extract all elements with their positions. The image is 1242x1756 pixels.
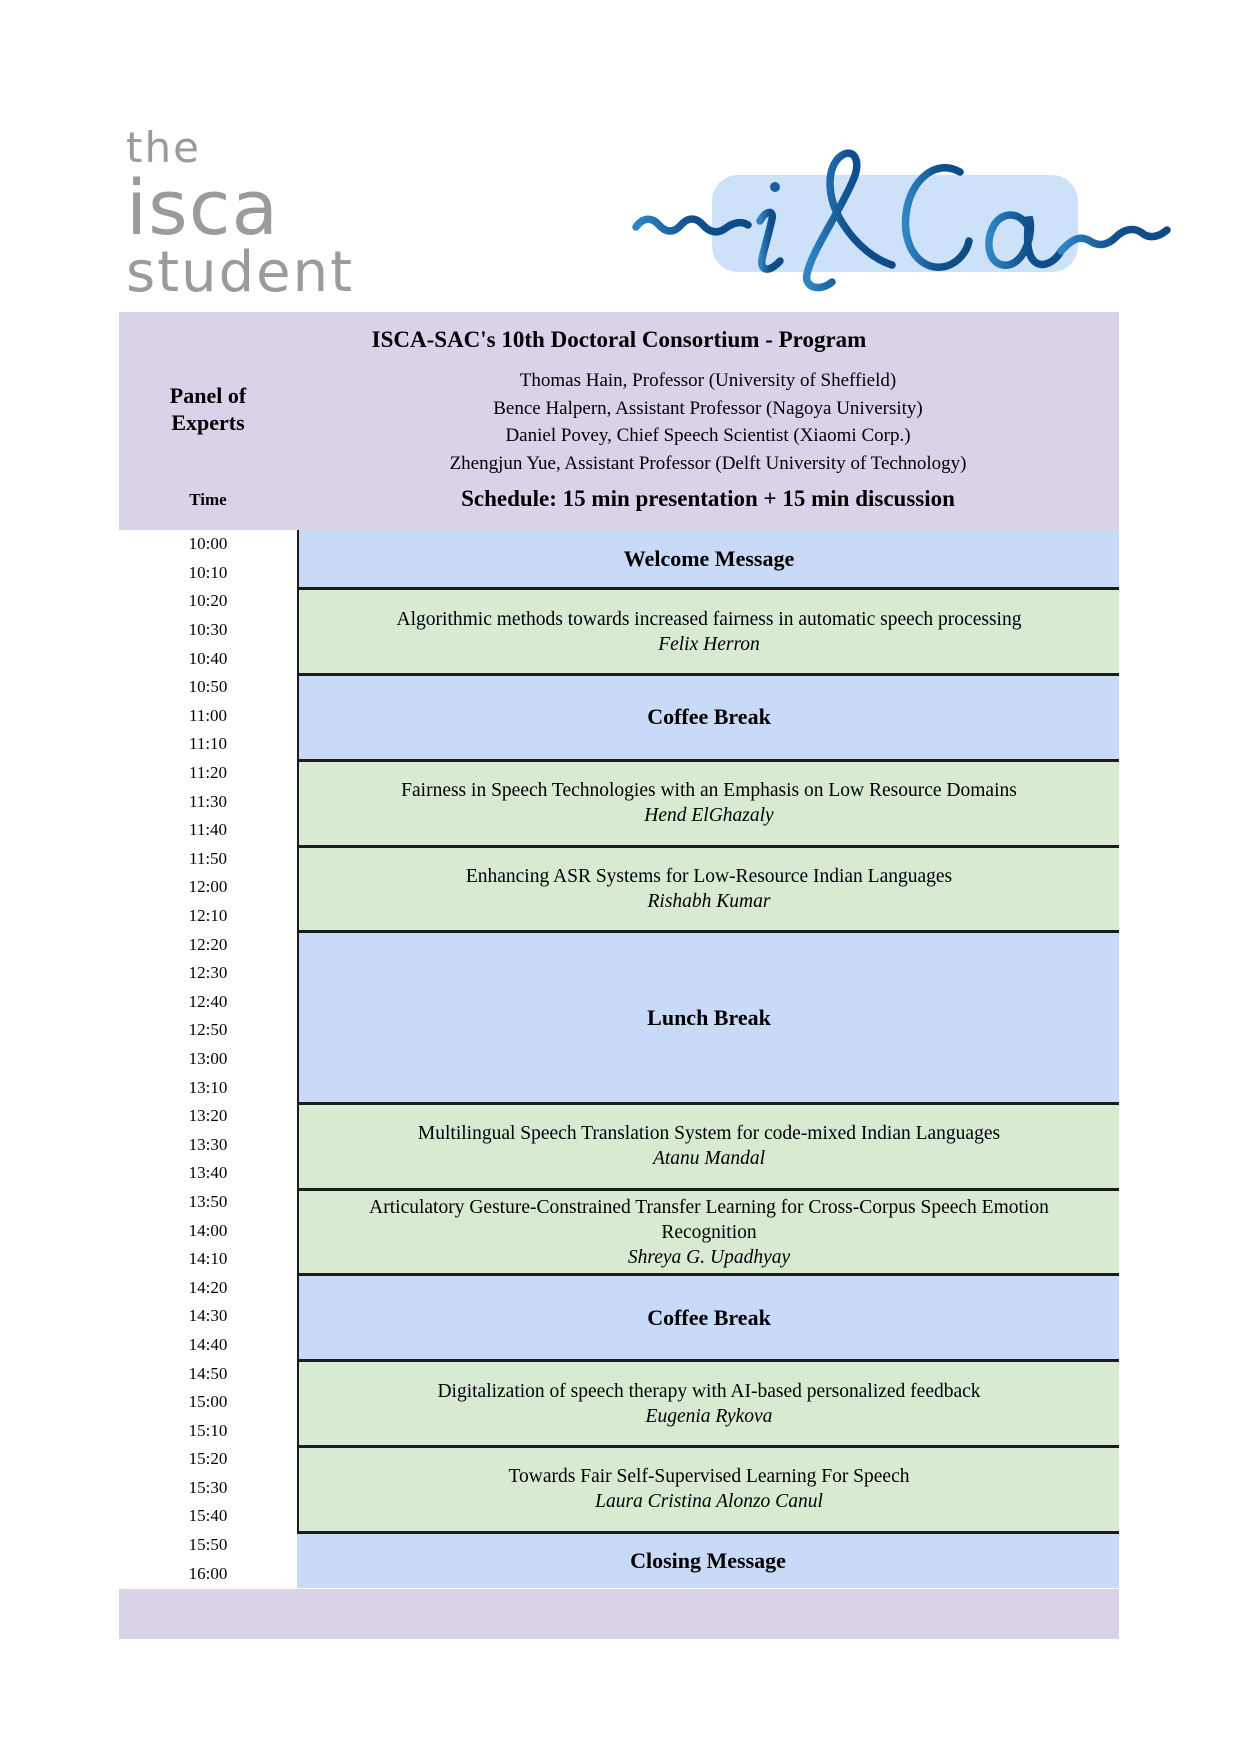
panel-label-line2: Experts: [171, 410, 245, 435]
event-title: Digitalization of speech therapy with AI-based personalized feedback: [437, 1380, 981, 1402]
schedule-table: [119, 530, 1119, 1588]
time-label: 15:50: [188, 1535, 228, 1555]
event-speaker: Hend ElGhazaly: [644, 805, 774, 827]
event-speaker: Rishabh Kumar: [647, 890, 771, 912]
event-speaker: Eugenia Rykova: [645, 1405, 773, 1427]
time-column-header: Time: [189, 490, 227, 509]
event-title: Enhancing ASR Systems for Low-Resource Indian Languages: [465, 865, 953, 887]
time-label: 13:30: [188, 1134, 228, 1154]
time-label: 10:00: [188, 534, 228, 554]
event-title: Towards Fair Self-Supervised Learning For Speech: [508, 1466, 910, 1488]
time-label: 14:20: [188, 1277, 228, 1297]
time-label: 12:50: [188, 1020, 228, 1040]
event-talk-elghazaly: [297, 759, 1119, 845]
time-label: 15:10: [188, 1420, 228, 1440]
time-label: 12:40: [188, 991, 228, 1011]
time-label: 12:00: [188, 877, 228, 897]
time-label: 12:10: [188, 906, 228, 926]
logo-word-the: the: [126, 123, 201, 172]
event-title: Welcome Message: [623, 545, 795, 571]
time-label: 13:20: [188, 1106, 228, 1126]
time-label: 11:20: [188, 763, 228, 783]
time-label: 13:50: [188, 1191, 228, 1211]
event-lunch-break: [297, 930, 1119, 1102]
time-label: 10:30: [188, 620, 228, 640]
isca-wordmark-logo: [628, 130, 1188, 296]
panel-of-experts-label: [119, 382, 297, 436]
event-title: Articulatory Gesture-Constrained Transfer Learning for Cross-Corpus Speech Emotion Recognition: [369, 1196, 1049, 1243]
event-welcome-message: [297, 530, 1119, 587]
experts-list: [297, 367, 1119, 477]
expert-item: Zhengjun Yue, Assistant Professor (Delft University of Technology): [449, 452, 967, 474]
time-label: 15:40: [188, 1506, 228, 1526]
event-talk-herron: [297, 587, 1119, 673]
time-label: 13:00: [188, 1048, 228, 1068]
event-title: Fairness in Speech Technologies with an Emphasis on Low Resource Domains: [401, 780, 1017, 802]
time-label: 10:20: [188, 591, 228, 611]
logo-word-isca: isca: [126, 162, 280, 252]
time-label: 10:40: [188, 648, 228, 668]
event-speaker: Shreya G. Upadhyay: [627, 1246, 791, 1268]
time-label: 13:40: [188, 1163, 228, 1183]
time-label: 10:10: [188, 562, 228, 582]
event-talk-alonzo-canul: [297, 1445, 1119, 1531]
isca-i-dot: [770, 182, 780, 192]
footer-bar: [119, 1589, 1119, 1639]
event-talk-kumar: [297, 845, 1119, 931]
time-label: 16:00: [188, 1563, 228, 1583]
time-label: 14:30: [188, 1306, 228, 1326]
event-title: Lunch Break: [647, 1004, 771, 1030]
event-title: Multilingual Speech Translation System for code-mixed Indian Languages: [417, 1123, 1001, 1145]
event-speaker: Atanu Mandal: [652, 1148, 766, 1170]
expert-item: Thomas Hain, Professor (University of Sheffield): [519, 370, 897, 391]
time-label: 14:00: [188, 1220, 228, 1240]
time-label: 12:20: [188, 934, 228, 954]
time-label: 12:30: [188, 963, 228, 983]
time-label: 14:50: [188, 1363, 228, 1383]
time-label: 11:40: [188, 820, 228, 840]
time-label: 11:50: [188, 848, 228, 868]
event-talk-rykova: [297, 1359, 1119, 1445]
event-speaker: Felix Herron: [658, 633, 760, 655]
event-coffee-break-1: [297, 673, 1119, 759]
event-talk-upadhyay: [297, 1188, 1119, 1274]
event-title: Coffee Break: [647, 704, 771, 730]
time-label: 15:00: [188, 1392, 228, 1412]
expert-item: Bence Halpern, Assistant Professor (Nagoya University): [493, 397, 923, 419]
expert-item: Daniel Povey, Chief Speech Scientist (Xiaomi Corp.): [505, 425, 911, 446]
schedule-note: Schedule: 15 min presentation + 15 min discussion: [461, 486, 955, 511]
event-talk-mandal: [297, 1102, 1119, 1188]
time-label: 15:20: [188, 1449, 228, 1469]
time-label: 13:10: [188, 1077, 228, 1097]
panel-label-line1: Panel of: [169, 383, 247, 408]
event-coffee-break-2: [297, 1273, 1119, 1359]
time-label: 11:00: [188, 705, 228, 725]
event-title: Coffee Break: [647, 1304, 771, 1330]
event-title: Closing Message: [630, 1547, 786, 1573]
time-label: 14:10: [188, 1249, 228, 1269]
time-label: 11:10: [188, 734, 228, 754]
time-label: 11:30: [188, 791, 228, 811]
time-label: 14:40: [188, 1334, 228, 1354]
isca-student-logo: [126, 123, 355, 306]
time-label: 15:30: [188, 1477, 228, 1497]
event-speaker: Laura Cristina Alonzo Canul: [595, 1491, 823, 1513]
page-title: ISCA-SAC's 10th Doctoral Consortium - Program: [371, 327, 867, 352]
program-header: [119, 312, 1119, 530]
event-closing-message: [297, 1531, 1119, 1588]
event-title: Algorithmic methods towards increased fairness in automatic speech processing: [396, 608, 1022, 630]
logo-word-student: student: [126, 240, 355, 306]
time-label: 10:50: [188, 677, 228, 697]
